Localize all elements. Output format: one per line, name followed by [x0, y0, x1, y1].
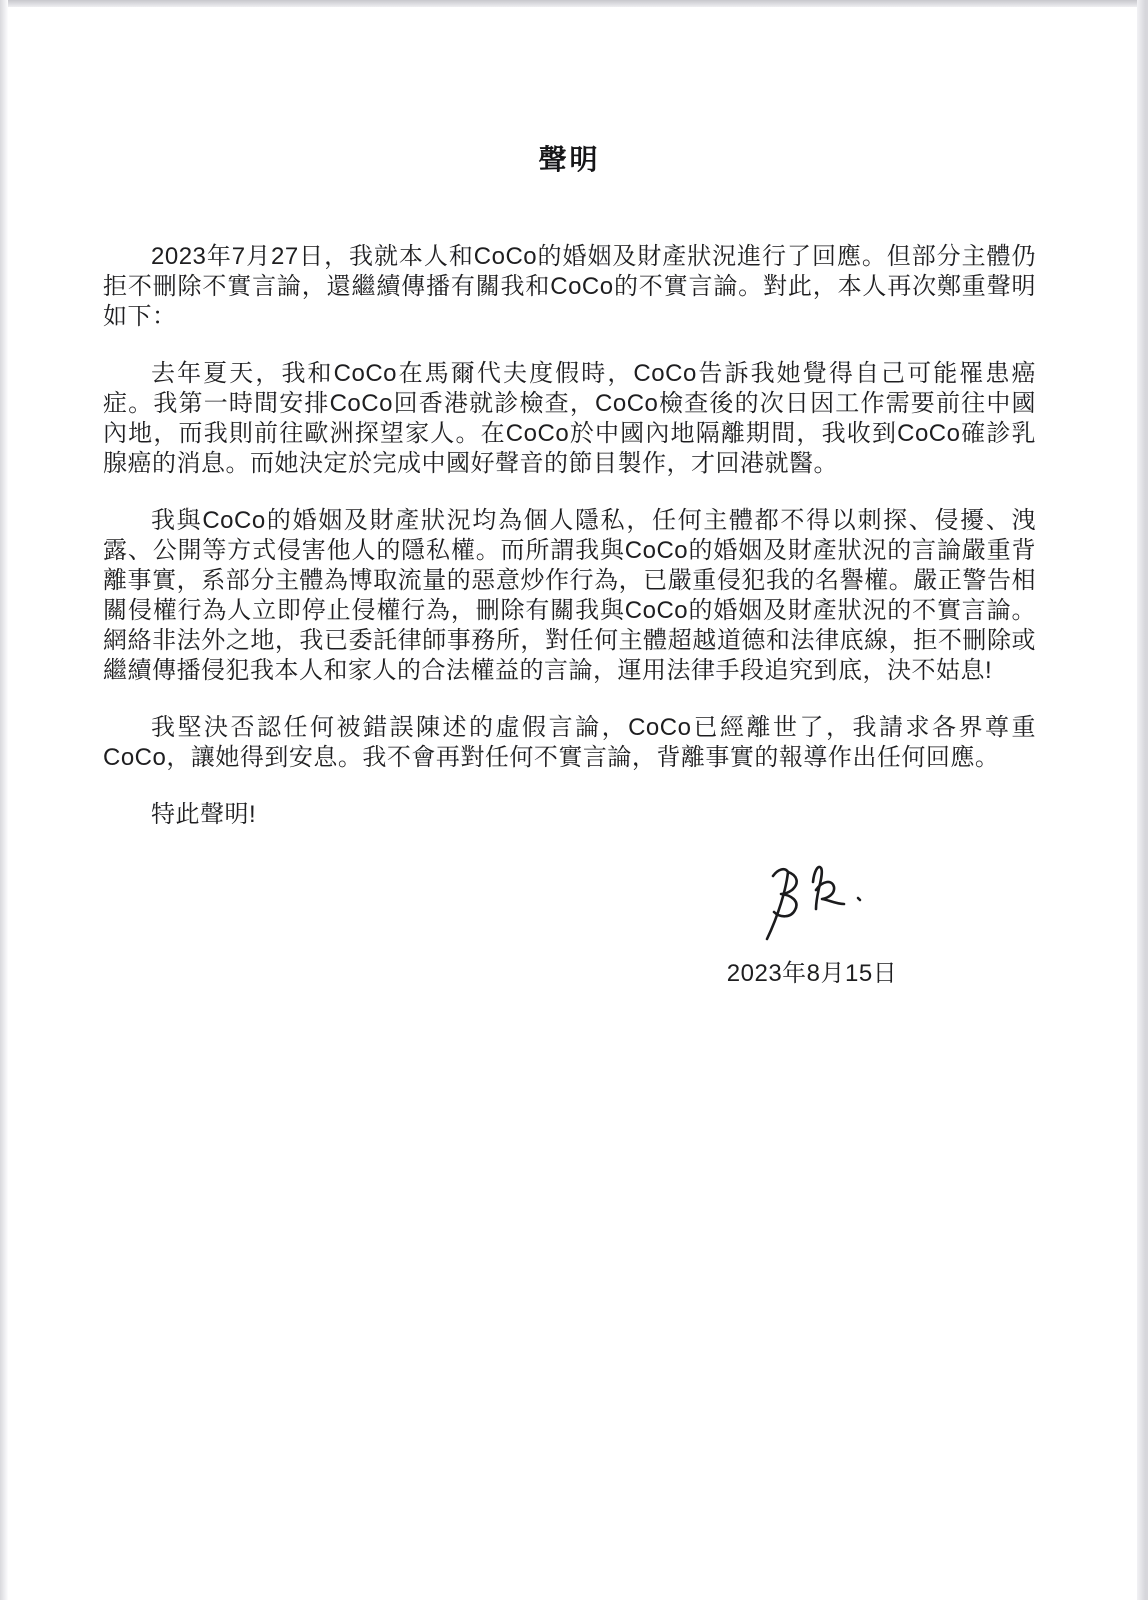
statement-title: 聲明 [538, 144, 601, 175]
handwritten-signature-icon [755, 860, 870, 945]
statement-paragraph-3: 我與CoCo的婚姻及財產狀況均為個人隱私，任何主體都不得以刺探、侵擾、洩露、公開等方式侵害他人的隱私權。而所謂我與CoCo的婚姻及財產狀況的言論嚴重背離事實，系部分主體為博取流量的惡意炒作行為，已嚴重侵犯我的名譽權。嚴正警告相關侵權行為人立即停止侵權行為，刪除有關我與CoCo的婚姻及財產狀況的不實言論。網絡非法外之地，我已委託律師事務所，對任何主體超越道德和法律底線，拒不刪除或繼續傳播侵犯我本人和家人的合法權益的言論，運用法律手段追究到底，決不姑息! [103, 507, 1036, 684]
signature-block [700, 860, 924, 989]
statement-paragraph-4: 我堅決否認任何被錯誤陳述的虛假言論，CoCo已經離世了，我請求各界尊重CoCo，讓她得到安息。我不會再對任何不實言論，背離事實的報導作出任何回應。 [103, 714, 1036, 771]
statement-paragraph-2: 去年夏天，我和CoCo在馬爾代夫度假時，CoCo告訴我她覺得自己可能罹患癌症。我第一時間安排CoCo回香港就診檢查，CoCo檢查後的次日因工作需要前往中國內地，而我則前往歐洲探望家人。在CoCo於中國內地隔離期間，我收到CoCo確診乳腺癌的消息。而她決定於完成中國好聲音的節目製作，才回港就醫。 [103, 360, 1036, 477]
statement-date: 2023年8月15日 [726, 960, 898, 987]
closing-line: 特此聲明! [151, 801, 257, 828]
statement-paragraph-1: 2023年7月27日，我就本人和CoCo的婚姻及財產狀況進行了回應。但部分主體仍拒不刪除不實言論，還繼續傳播有關我和CoCo的不實言論。對此，本人再次鄭重聲明如下： [103, 243, 1036, 330]
